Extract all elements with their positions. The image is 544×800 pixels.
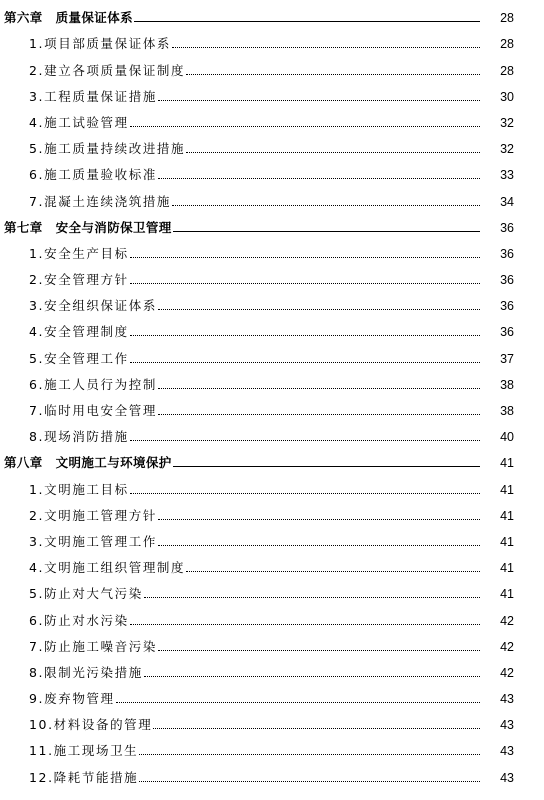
toc-section-entry[interactable]	[0, 527, 544, 553]
dot-leader	[144, 675, 480, 677]
toc-section-entry[interactable]	[0, 422, 544, 448]
dot-leader	[172, 46, 480, 48]
page-number: 38	[500, 377, 514, 392]
section-title: 8.限制光污染措施	[0, 666, 143, 680]
toc-section-entry[interactable]	[0, 55, 544, 81]
section-title: 6.施工质量验收标准	[0, 168, 157, 182]
page-number: 36	[500, 299, 514, 314]
dot-leader	[139, 780, 480, 782]
chapter-title: 第七章 安全与消防保卫管理	[0, 221, 172, 235]
section-title: 1.文明施工目标	[0, 483, 129, 497]
toc-section-entry[interactable]	[0, 108, 544, 134]
page-number: 28	[500, 11, 514, 26]
section-title: 7.防止施工噪音污染	[0, 640, 157, 654]
page-number: 41	[500, 534, 514, 549]
dot-leader	[186, 570, 480, 572]
page-number: 43	[500, 718, 514, 733]
dot-leader	[186, 151, 480, 153]
page-number: 28	[500, 37, 514, 52]
section-title: 1.安全生产目标	[0, 247, 129, 261]
dot-leader	[130, 492, 480, 494]
toc-section-entry[interactable]	[0, 291, 544, 317]
page-number: 36	[500, 246, 514, 261]
page-number: 43	[500, 770, 514, 785]
section-title: 4.文明施工组织管理制度	[0, 561, 185, 575]
section-title: 11.施工现场卫生	[0, 744, 138, 758]
section-title: 4.安全管理制度	[0, 325, 129, 339]
toc-section-entry[interactable]	[0, 160, 544, 186]
page-number: 42	[500, 639, 514, 654]
dot-leader	[172, 204, 480, 206]
page-number: 43	[500, 744, 514, 759]
page-number: 42	[500, 613, 514, 628]
section-title: 8.现场消防措施	[0, 430, 129, 444]
toc-chapter-entry[interactable]	[0, 448, 544, 474]
dot-leader	[116, 701, 480, 703]
dot-leader	[130, 623, 480, 625]
page-number: 43	[500, 692, 514, 707]
section-title: 10.材料设备的管理	[0, 718, 152, 732]
toc-section-entry[interactable]	[0, 684, 544, 710]
toc-section-entry[interactable]	[0, 343, 544, 369]
toc-section-entry[interactable]	[0, 134, 544, 160]
table-of-contents	[0, 3, 544, 789]
page-number: 30	[500, 89, 514, 104]
page-number: 33	[500, 168, 514, 183]
section-title: 5.防止对大气污染	[0, 587, 143, 601]
page-number: 28	[500, 63, 514, 78]
toc-section-entry[interactable]	[0, 82, 544, 108]
dot-leader	[153, 727, 480, 729]
section-title: 12.降耗节能措施	[0, 771, 138, 785]
toc-section-entry[interactable]	[0, 396, 544, 422]
dot-leader	[173, 465, 480, 467]
dot-leader	[186, 73, 480, 75]
dot-leader	[130, 256, 480, 258]
chapter-title: 第六章 质量保证体系	[0, 11, 133, 25]
page-number: 41	[500, 561, 514, 576]
page-number: 41	[500, 482, 514, 497]
dot-leader	[158, 387, 480, 389]
dot-leader	[158, 649, 480, 651]
dot-leader	[158, 413, 480, 415]
section-title: 9.废弃物管理	[0, 692, 115, 706]
toc-section-entry[interactable]	[0, 474, 544, 500]
page-number: 32	[500, 115, 514, 130]
dot-leader	[130, 361, 480, 363]
section-title: 2.建立各项质量保证制度	[0, 64, 185, 78]
section-title: 2.文明施工管理方针	[0, 509, 157, 523]
dot-leader	[158, 99, 480, 101]
section-title: 1.项目部质量保证体系	[0, 37, 171, 51]
section-title: 6.施工人员行为控制	[0, 378, 157, 392]
dot-leader	[158, 308, 480, 310]
page-number: 42	[500, 665, 514, 680]
dot-leader	[130, 282, 480, 284]
toc-section-entry[interactable]	[0, 710, 544, 736]
page-number: 36	[500, 220, 514, 235]
page-number: 34	[500, 194, 514, 209]
toc-section-entry[interactable]	[0, 762, 544, 788]
page-number: 40	[500, 430, 514, 445]
toc-section-entry[interactable]	[0, 317, 544, 343]
section-title: 5.安全管理工作	[0, 352, 129, 366]
toc-section-entry[interactable]	[0, 265, 544, 291]
toc-section-entry[interactable]	[0, 370, 544, 396]
page-number: 41	[500, 587, 514, 602]
dot-leader	[173, 230, 480, 232]
dot-leader	[144, 596, 480, 598]
section-title: 7.混凝土连续浇筑措施	[0, 195, 171, 209]
page-number: 41	[500, 508, 514, 523]
section-title: 6.防止对水污染	[0, 614, 129, 628]
toc-chapter-entry[interactable]	[0, 3, 544, 29]
dot-leader	[130, 439, 480, 441]
toc-section-entry[interactable]	[0, 239, 544, 265]
section-title: 3.工程质量保证措施	[0, 90, 157, 104]
dot-leader	[158, 544, 480, 546]
toc-section-entry[interactable]	[0, 605, 544, 631]
dot-leader	[134, 20, 480, 22]
page-number: 41	[500, 456, 514, 471]
toc-section-entry[interactable]	[0, 553, 544, 579]
dot-leader	[130, 125, 480, 127]
dot-leader	[139, 753, 480, 755]
chapter-title: 第八章 文明施工与环境保护	[0, 456, 172, 470]
page-number: 37	[500, 351, 514, 366]
dot-leader	[158, 177, 480, 179]
section-title: 2.安全管理方针	[0, 273, 129, 287]
section-title: 3.文明施工管理工作	[0, 535, 157, 549]
page-number: 38	[500, 404, 514, 418]
toc-section-entry[interactable]	[0, 632, 544, 658]
toc-section-entry[interactable]	[0, 736, 544, 762]
toc-section-entry[interactable]	[0, 579, 544, 605]
section-title: 4.施工试验管理	[0, 116, 129, 130]
toc-section-entry[interactable]	[0, 501, 544, 527]
section-title: 5.施工质量持续改进措施	[0, 142, 185, 156]
page-number: 36	[500, 325, 514, 340]
page-number: 36	[500, 273, 514, 288]
section-title: 7.临时用电安全管理	[0, 404, 157, 418]
toc-chapter-entry[interactable]	[0, 213, 544, 239]
dot-leader	[130, 334, 480, 336]
toc-section-entry[interactable]	[0, 658, 544, 684]
toc-section-entry[interactable]	[0, 186, 544, 212]
dot-leader	[158, 518, 480, 520]
page-number: 32	[500, 142, 514, 157]
section-title: 3.安全组织保证体系	[0, 299, 157, 313]
toc-section-entry[interactable]	[0, 29, 544, 55]
